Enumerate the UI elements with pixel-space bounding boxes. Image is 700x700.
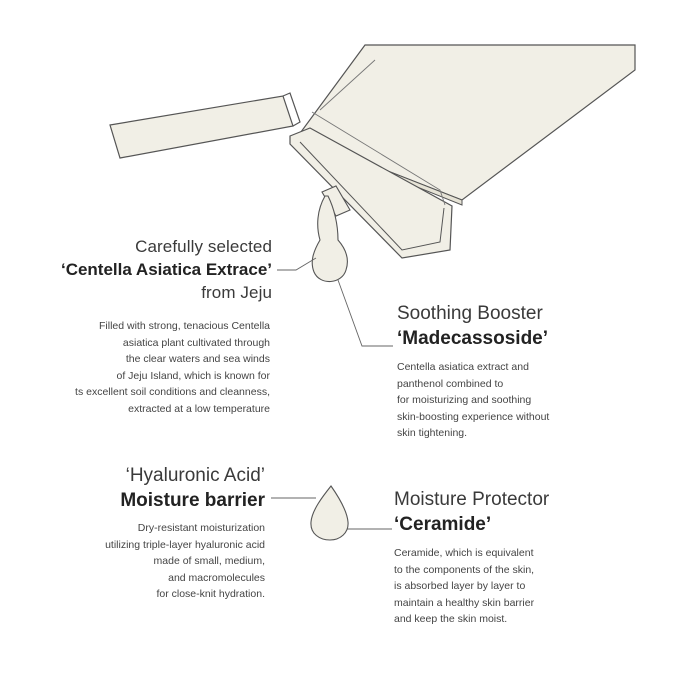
tube-cap (110, 93, 300, 158)
ceramide-section (394, 488, 684, 538)
madecassoside-ingredient: ‘Madecassoside’ (397, 328, 549, 349)
centella-section (32, 236, 272, 304)
hyaluronic-description: Dry-resistant moisturization utilizing triple-layer hyaluronic acid made of small, medium, and macromolecules for close-knit hydration. (105, 522, 265, 600)
centella-title: Carefully selected (135, 237, 272, 256)
ceramide-title: Moisture Protector (394, 489, 550, 510)
hyaluronic-ingredient: Moisture barrier (120, 490, 265, 511)
ceramide-description: Ceramide, which is equivalent to the components of the skin, is absorbed layer by layer to maintain a healthy skin barrier and keep the skin moist. (394, 547, 535, 625)
madecassoside-title: Soothing Booster (397, 303, 543, 324)
centella-origin: from Jeju (201, 283, 272, 302)
leader-centella (277, 258, 316, 270)
leader-madecassoside (338, 280, 393, 346)
madecassoside-section (397, 302, 687, 352)
ceramide-ingredient: ‘Ceramide’ (394, 514, 492, 535)
centella-ingredient: ‘Centella Asiatica Extrace’ (60, 260, 272, 279)
centella-description: Filled with strong, tenacious Centella asiatica plant cultivated through the clear waters and sea winds of Jeju Island, which is known for ts excellent soil conditions and cleanness, extracted at a low temperature (75, 320, 270, 415)
hyaluronic-title: ‘Hyaluronic Acid’ (125, 465, 265, 486)
droplet-icon (311, 486, 348, 540)
madecassoside-description: Centella asiatica extract and panthenol combined to for moisturizing and soothing skin-boosting experience without skin tightening. (397, 361, 550, 439)
tube-body (290, 45, 635, 258)
hyaluronic-section (25, 464, 265, 514)
